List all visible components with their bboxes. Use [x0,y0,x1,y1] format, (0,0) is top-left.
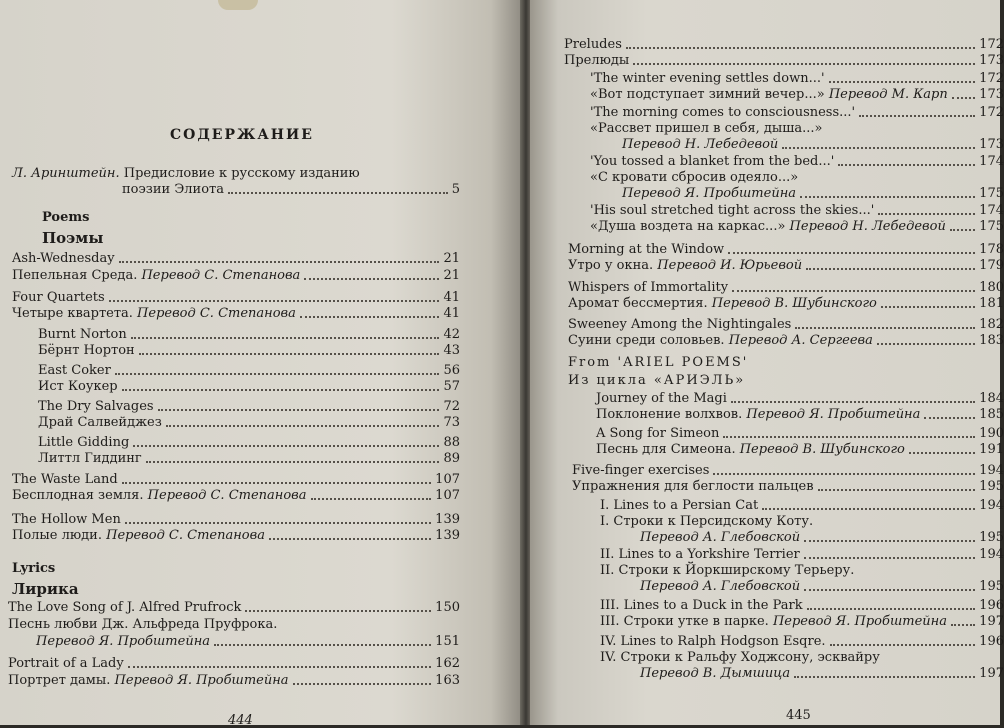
toc-title: III. Строки утке в парке. Перевод Я. Пробштейна [600,614,947,629]
dot-leader [146,461,440,463]
toc-page: 175 [979,219,1004,234]
toc-title: Five-finger exercises [572,463,710,478]
toc-title: Песнь для Симеона. Перевод В. Шубинского [596,442,905,457]
dot-leader [829,81,976,83]
section-heading-en: Poems [42,210,90,225]
dot-leader [950,229,975,231]
toc-row[interactable] [590,219,1004,234]
toc-page: 197 [979,614,1004,629]
toc-title: Ash-Wednesday [12,251,115,266]
toc-row[interactable] [12,472,460,487]
toc-page: 139 [435,528,460,543]
dot-leader [838,164,975,166]
toc-title: Бесплодная земля. Перевод С. Степанова [12,488,307,503]
toc-page: 73 [443,415,460,430]
page-title: СОДЕРЖАНИЕ [170,127,314,143]
toc-row[interactable] [564,53,1004,68]
toc-title: Journey of the Magi [596,391,727,406]
toc-title: поэзии Элиота [122,182,224,197]
toc-page: 5 [451,182,460,197]
toc-title: East Coker [38,363,111,378]
translator: Перевод А. Сергеева [728,333,873,348]
dot-leader [878,213,975,215]
toc-page: 151 [435,634,460,649]
dot-leader [762,508,975,510]
page-number: 444 [228,713,253,728]
toc-page: 56 [443,363,460,378]
toc-title: The Hollow Men [12,512,121,527]
translator: Перевод А. Глебовской [640,530,801,545]
translator: Перевод В. Шубинского [739,442,905,457]
toc-title: Прелюды [564,53,630,68]
section-heading-en: Lyrics [12,561,56,576]
translator: Перевод С. Степанова [147,488,307,503]
cycle-heading-en: From 'ARIEL POEMS' [568,355,749,370]
toc-title: The Love Song of J. Alfred Prufrock [8,600,242,615]
dot-leader [723,436,975,438]
toc-row[interactable] [38,451,460,466]
toc-title: Литтл Гиддинг [38,451,142,466]
toc-row[interactable] [596,391,1004,406]
toc-row[interactable] [590,105,1004,120]
toc-row[interactable] [596,426,1004,441]
dot-leader [909,452,975,454]
translator: Перевод Я. Пробштейна [114,673,289,688]
dot-leader [300,316,440,318]
toc-page: 173 [979,87,1004,102]
toc-title: Аромат бессмертия. Перевод В. Шубинского [568,296,877,311]
toc-title: «Душа воздета на каркас...» Перевод Н. Лебедевой [590,219,946,234]
toc-title: II. Lines to a Yorkshire Terrier [600,547,800,562]
toc-row[interactable] [38,415,460,430]
toc-page: 57 [443,379,460,394]
toc-page: 172 [979,71,1004,86]
toc-title: Портрет дамы. Перевод Я. Пробштейна [8,673,289,688]
toc-page: 89 [443,451,460,466]
dot-leader [125,522,431,524]
dot-leader [804,557,975,559]
toc-page: 190 [979,426,1004,441]
dot-leader [881,306,975,308]
toc-row[interactable] [568,242,1004,257]
dot-leader [806,268,975,270]
dot-leader [293,683,432,685]
toc-row[interactable] [12,306,460,321]
dot-leader [782,147,975,149]
toc-page: 107 [435,488,460,503]
dot-leader [115,373,440,375]
toc-title: II. Строки к Йоркширскому Терьеру. [600,563,855,578]
dot-leader [830,644,976,646]
dot-leader [304,278,439,280]
toc-page: 42 [443,327,460,342]
toc-row[interactable] [600,614,1004,629]
toc-page: 195 [979,530,1004,545]
translator: Перевод В. Дымшица [640,666,791,681]
section-heading-ru: Лирика [12,580,79,598]
toc-row[interactable] [600,634,1004,649]
translator: Перевод Я. Пробштейна [622,186,797,201]
toc-page: 195 [979,479,1004,494]
translator: Перевод Я. Пробштейна [772,614,947,629]
dot-leader [731,401,975,403]
toc-row[interactable] [600,598,1004,613]
translator: Перевод М. Карп [828,87,948,102]
toc-row[interactable] [590,87,1004,102]
translator: Перевод С. Степанова [137,306,296,321]
toc-row[interactable] [38,399,460,414]
toc-page: 184 [979,391,1004,406]
preface-author: Л. Аринштейн. [12,166,120,181]
toc-title: 'His soul stretched tight across the skies...' [590,203,875,218]
dot-leader [818,489,976,491]
toc-page: 185 [979,407,1004,422]
dot-leader [807,608,976,610]
dot-leader [877,343,975,345]
toc-row[interactable] [572,479,1004,494]
translator: Перевод А. Глебовской [640,579,801,594]
dot-leader [122,482,432,484]
toc-row[interactable] [640,666,1004,681]
dot-leader [139,353,440,355]
dot-leader [158,409,440,411]
toc-page: 180 [979,280,1004,295]
toc-row[interactable] [590,203,1004,218]
dot-leader [245,610,431,612]
toc-title: Бёрнт Нортон [38,343,135,358]
translator: Перевод С. Степанова [141,268,301,283]
toc-title: Поклонение волхвов. Перевод Я. Пробштейна [596,407,921,422]
dot-leader [859,115,975,117]
toc-row[interactable] [38,327,460,342]
toc-row[interactable] [596,442,1004,457]
toc-row[interactable] [600,547,1004,562]
dot-leader [732,290,975,292]
toc-title: Упражнения для беглости пальцев [572,479,814,494]
preface-title: Предисловие к русскому изданию [123,166,360,181]
toc-title: Little Gidding [38,435,130,450]
toc-row[interactable] [568,280,1004,295]
toc-page: 88 [443,435,460,450]
toc-page: 172 [979,37,1004,52]
toc-page: 41 [443,290,460,305]
toc-page: 174 [979,154,1004,169]
toc-page: 162 [435,656,460,671]
toc-page: 43 [443,343,460,358]
toc-page: 172 [979,105,1004,120]
toc-row[interactable] [568,258,1004,273]
toc-row[interactable] [122,182,460,197]
toc-row[interactable] [38,363,460,378]
dot-leader [109,300,440,302]
toc-title: III. Lines to a Duck in the Park [600,598,803,613]
toc-page: 21 [443,268,460,283]
dot-leader [131,337,440,339]
toc-title: «С кровати сбросив одеяло...» [590,170,799,185]
dot-leader [128,666,432,668]
toc-title: 'The winter evening settles down...' [590,71,825,86]
toc-row[interactable] [38,343,460,358]
toc-row[interactable] [12,488,460,503]
toc-page: 21 [443,251,460,266]
toc-row[interactable] [596,407,1004,422]
toc-page: 139 [435,512,460,527]
toc-row[interactable] [38,379,460,394]
dot-leader [804,589,975,591]
dot-leader [269,538,431,540]
toc-page: 197 [979,666,1004,681]
dot-leader [214,644,431,646]
translator: Перевод В. Шубинского [711,296,877,311]
toc-row[interactable] [568,296,1004,311]
translator: Перевод Н. Лебедевой [622,137,779,152]
dot-leader [626,47,975,49]
toc-row[interactable] [622,137,1004,152]
toc-page: 196 [979,598,1004,613]
toc-title: Four Quartets [12,290,105,305]
toc-title: IV. Строки к Ральфу Ходжсону, эсквайру [600,650,880,665]
toc-row[interactable] [568,317,1004,332]
toc-title: The Waste Land [12,472,118,487]
toc-row[interactable] [590,154,1004,169]
toc-title: 'The morning comes to consciousness...' [590,105,856,120]
dot-leader [951,624,975,626]
toc-page: 181 [979,296,1004,311]
toc-title: Sweeney Among the Nightingales [568,317,792,332]
toc-title: «Вот подступает зимний вечер...» Перевод М. Карп [590,87,948,102]
dot-leader [713,473,975,475]
toc-page: 183 [979,333,1004,348]
dot-leader [311,498,432,500]
translator: Перевод Я. Пробштейна [746,407,921,422]
translator: Перевод И. Юрьевой [657,258,803,273]
translator: Перевод С. Степанова [106,528,265,543]
toc-title: Morning at the Window [568,242,725,257]
toc-row[interactable] [622,186,1004,201]
toc-title: «Рассвет пришел в себя, дыша...» [590,121,823,136]
dot-leader [804,540,975,542]
dot-leader [633,63,975,65]
dot-leader [795,327,975,329]
toc-title: Burnt Norton [38,327,127,342]
dot-leader [119,261,440,263]
toc-title: Portrait of a Lady [8,656,124,671]
toc-page: 182 [979,317,1004,332]
toc-title: Драй Салвейджез [38,415,162,430]
toc-page: 194 [979,463,1004,478]
toc-page: 72 [443,399,460,414]
toc-page: 195 [979,579,1004,594]
toc-title: Песнь любви Дж. Альфреда Пруфрока. [8,617,278,632]
toc-page: 174 [979,203,1004,218]
toc-page: 194 [979,547,1004,562]
page-number: 445 [786,708,811,723]
dot-leader [924,417,975,419]
translator: Перевод Н. Лебедевой [789,219,946,234]
toc-title: Ист Коукер [38,379,118,394]
toc-title: The Dry Salvages [38,399,154,414]
toc-title: I. Строки к Персидскому Коту. [600,514,814,529]
toc-row[interactable] [12,528,460,543]
toc-title: Утро у окна. Перевод И. Юрьевой [568,258,803,273]
toc-row[interactable] [38,435,460,450]
toc-row[interactable] [640,530,1004,545]
dot-leader [952,97,975,99]
toc-row[interactable] [640,579,1004,594]
toc-page: 150 [435,600,460,615]
dot-leader [794,676,975,678]
toc-page: 194 [979,498,1004,513]
toc-page: 178 [979,242,1004,257]
toc-title: A Song for Simeon [596,426,720,441]
toc-page: 196 [979,634,1004,649]
toc-row[interactable] [12,251,460,266]
preface-line [12,166,360,181]
toc-title: I. Lines to a Persian Cat [600,498,759,513]
toc-row[interactable] [8,656,460,671]
toc-page: 173 [979,53,1004,68]
toc-title: Preludes [564,37,622,52]
dot-leader [800,196,975,198]
toc-row[interactable] [36,634,460,649]
toc-row[interactable] [564,37,1004,52]
toc-title: IV. Lines to Ralph Hodgson Esqre. [600,634,826,649]
toc-title: Whispers of Immortality [568,280,729,295]
dot-leader [228,192,448,194]
toc-title: 'You tossed a blanket from the bed...' [590,154,835,169]
toc-title: Пепельная Среда. Перевод С. Степанова [12,268,301,283]
cycle-heading-ru: Из цикла «АРИЭЛЬ» [568,373,746,388]
toc-row[interactable] [12,512,460,527]
toc-title: Полые люди. Перевод С. Степанова [12,528,265,543]
ornament [218,0,258,10]
toc-page: 191 [979,442,1004,457]
toc-title: Четыре квартета. Перевод С. Степанова [12,306,296,321]
toc-row[interactable] [8,673,460,688]
toc-title: Суини среди соловьев. Перевод А. Сергеева [568,333,873,348]
toc-row[interactable] [12,268,460,283]
dot-leader [133,445,439,447]
toc-row[interactable] [590,71,1004,86]
toc-page: 163 [435,673,460,688]
section-heading-ru: Поэмы [42,229,104,247]
toc-page: 107 [435,472,460,487]
toc-row[interactable] [600,498,1004,513]
right-page [530,0,1004,725]
toc-row[interactable] [568,333,1004,348]
toc-row[interactable] [12,290,460,305]
toc-page: 175 [979,186,1004,201]
toc-page: 173 [979,137,1004,152]
dot-leader [122,389,440,391]
dot-leader [728,252,975,254]
translator: Перевод Я. Пробштейна [36,634,211,649]
toc-page: 179 [979,258,1004,273]
dot-leader [166,425,440,427]
toc-row[interactable] [8,600,460,615]
toc-page: 41 [443,306,460,321]
toc-row[interactable] [572,463,1004,478]
